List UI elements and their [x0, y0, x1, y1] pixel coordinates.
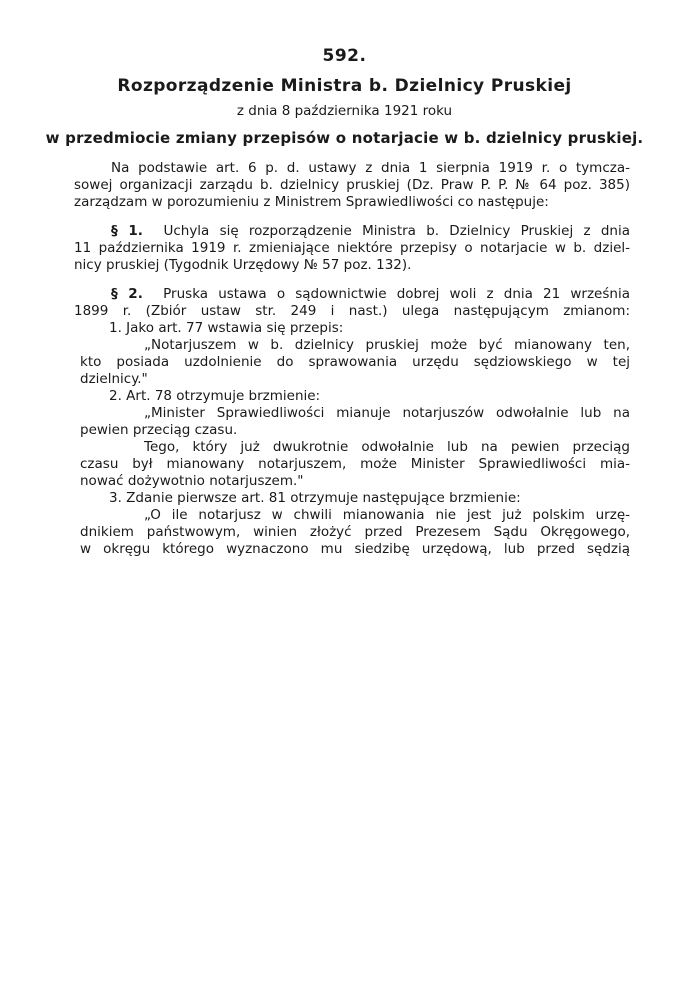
document-body [74, 160, 630, 558]
amendment-item-3: 3. Zdanie pierwsze art. 81 otrzymuje następujące brzmienie: [109, 490, 521, 506]
section-1-first-line: § 1. Uchyla się rozporządzenie Ministra b. Dzielnicy Pruskiej z dnia [111, 223, 630, 239]
quote-line: nować dożywotnio notarjuszem." [80, 473, 304, 489]
quote-line: dzielnicy." [80, 371, 148, 387]
intro-line: zarządzam w porozumieniu z Ministrem Sprawiedliwości co następuje: [74, 194, 549, 210]
section-1-line: nicy pruskiej (Tygodnik Urzędowy № 57 poz. 132). [74, 257, 412, 273]
quote-line: pewien przeciąg czasu. [80, 422, 238, 438]
section-2-label: § 2. [111, 286, 143, 302]
document-number: 592. [322, 46, 367, 66]
section-1-line: 11 października 1919 r. zmieniające niektóre przepisy o notarjacie w b. dziel- [74, 240, 630, 256]
document-date: z dnia 8 października 1921 roku [236, 103, 453, 119]
section-1-label: § 1. [111, 223, 143, 239]
section-2-line: 1899 r. (Zbiór ustaw str. 249 i nast.) ulega następującym zmianom: [74, 303, 630, 319]
quote-line: kto posiada uzdolnienie do sprawowania urzędu sędziowskiego w tej [80, 354, 630, 370]
amendment-item-2: 2. Art. 78 otrzymuje brzmienie: [109, 388, 321, 404]
intro-line: sowej organizacji zarządu b. dzielnicy pruskiej (Dz. Praw P. P. № 64 poz. 385) [74, 177, 630, 193]
amendment-item-1: 1. Jako art. 77 wstawia się przepis: [109, 320, 344, 336]
quote-line: „O ile notarjusz w chwili mianowania nie jest już polskim urzę- [144, 507, 630, 523]
intro-line: Na podstawie art. 6 p. d. ustawy z dnia 1 sierpnia 1919 r. o tymcza- [111, 160, 630, 176]
quote-line: dnikiem państwowym, winien złożyć przed Prezesem Sądu Okręgowego, [80, 524, 630, 540]
quote-line: Tego, który już dwukrotnie odwołalnie lub na pewien przeciąg [144, 439, 630, 455]
quote-line: „Minister Sprawiedliwości mianuje notarjuszów odwołalnie lub na [144, 405, 630, 421]
quote-line: czasu był mianowany notarjuszem, może Minister Sprawiedliwości mia- [80, 456, 630, 472]
section-2-first-line: § 2. Pruska ustawa o sądownictwie dobrej woli z dnia 21 września [111, 286, 630, 302]
document-title: Rozporządzenie Ministra b. Dzielnicy Pruskiej [117, 76, 572, 96]
quote-line: „Notarjuszem w b. dzielnicy pruskiej może być mianowany ten, [144, 337, 630, 353]
document-subject: w przedmiocie zmiany przepisów o notarjacie w b. dzielnicy pruskiej. [45, 129, 644, 147]
quote-line: w okręgu którego wyznaczono mu siedzibę urzędową, lub przed sędzią [80, 541, 630, 557]
